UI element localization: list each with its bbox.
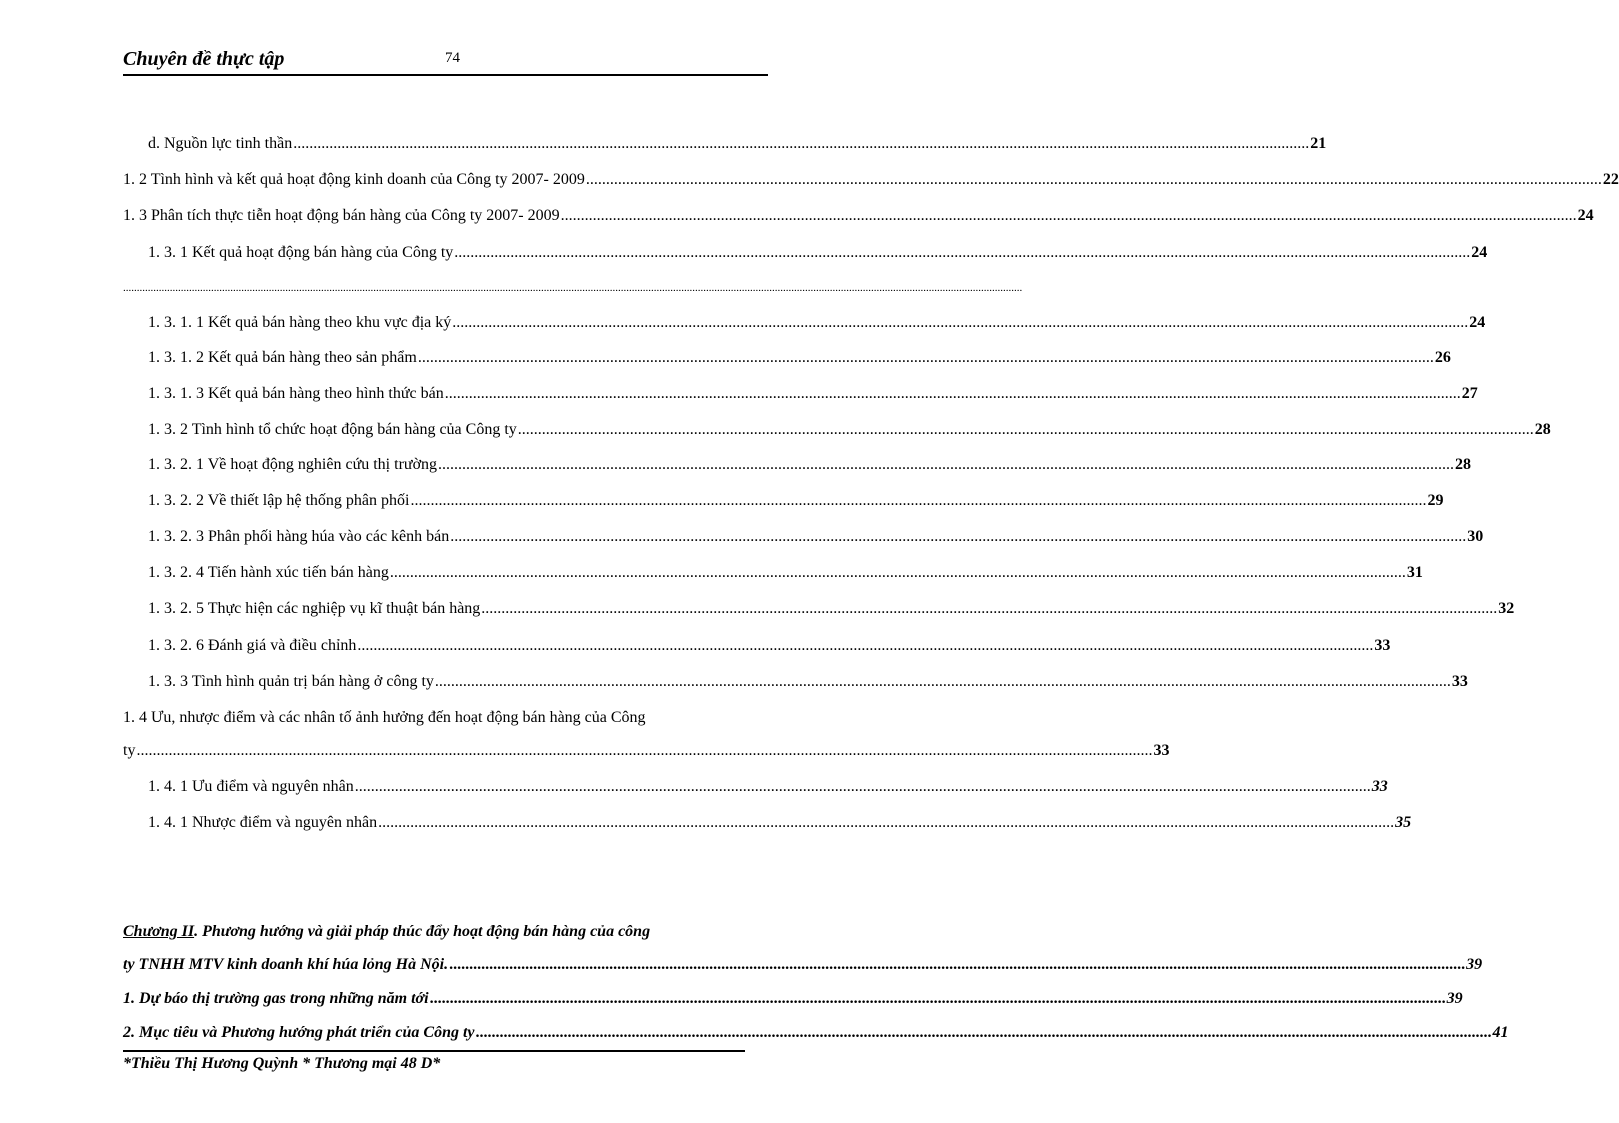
dotted-line: ....................................................................................................................................................................................................................................................................................................................................... bbox=[123, 282, 1023, 294]
header-title: Chuyên đề thực tập bbox=[123, 48, 285, 70]
toc-entry: 1. 4. 1 Ưu điểm và nguyên nhân ..... 33 bbox=[148, 774, 768, 800]
toc-entry: 1. 3. 2. 3 Phân phối hàng húa vào các kênh bán ..... 30 bbox=[148, 524, 768, 550]
toc-entry: 1. 4. 1 Nhược điểm và nguyên nhân ..... 35 bbox=[148, 810, 768, 836]
chapter-heading-line2: ty TNHH MTV kinh doanh khí húa lỏng Hà Nội. ..... 39 bbox=[123, 952, 768, 978]
toc-entry: 1. 3. 2 Tình hình tổ chức hoạt động bán hàng của Công ty ..... 28 bbox=[148, 417, 768, 443]
chapter-heading-line1 bbox=[123, 919, 768, 945]
toc-entry: 1. 3. 1 Kết quả hoạt động bán hàng của Công ty ..... 24 bbox=[148, 240, 768, 266]
footer-rule bbox=[123, 1050, 745, 1052]
footer-text: *Thiều Thị Hương Quỳnh * Thương mại 48 D* bbox=[123, 1055, 441, 1072]
toc-entry: ty ..... 33 bbox=[123, 738, 768, 764]
toc-entry: 1. 3. 3 Tình hình quản trị bán hàng ở công ty ..... 33 bbox=[148, 669, 768, 695]
chapter-item: 2. Mục tiêu và Phương hướng phát triển của Công ty ..... 41 bbox=[123, 1020, 768, 1046]
toc-entry: 1. 3. 2. 6 Đánh giá và điều chỉnh ..... 33 bbox=[148, 633, 768, 659]
toc-entry: 1. 3. 2. 4 Tiến hành xúc tiến bán hàng ..... 31 bbox=[148, 560, 768, 586]
toc-entry-line1: 1. 4 Ưu, nhược điểm và các nhân tố ảnh hưởng đến hoạt động bán hàng của Công bbox=[123, 709, 646, 726]
toc-entry: 1. 3. 1. 1 Kết quả bán hàng theo khu vực địa ký ..... 24 bbox=[148, 310, 768, 336]
toc-entry: 1. 3. 2. 5 Thực hiện các nghiệp vụ kĩ thuật bán hàng ..... 32 bbox=[148, 596, 768, 622]
toc-entry: d. Nguồn lực tinh thần ..... 21 bbox=[148, 131, 768, 157]
toc-entry: 1. 2 Tình hình và kết quả hoạt động kinh doanh của Công ty 2007- 2009 ..... 22 bbox=[123, 167, 768, 193]
page-number: 74 bbox=[445, 50, 460, 66]
chapter-item: 1. Dự báo thị trường gas trong những năm tới ..... 39 bbox=[123, 986, 768, 1012]
toc-entry: 1. 3. 1. 3 Kết quả bán hàng theo hình thức bán ..... 27 bbox=[148, 381, 768, 407]
chapter-title-line1: . Phương hướng và giải pháp thúc đẩy hoạt động bán hàng của công bbox=[194, 923, 651, 940]
toc-entry: 1. 3. 2. 1 Về hoạt động nghiên cứu thị trường ..... 28 bbox=[148, 452, 768, 478]
toc-entry: 1. 3 Phân tích thực tiễn hoạt động bán hàng của Công ty 2007- 2009 ..... 24 bbox=[123, 203, 768, 229]
toc-entry: 1. 3. 1. 2 Kết quả bán hàng theo sản phẩm ..... 26 bbox=[148, 345, 768, 371]
chapter-label: Chương II bbox=[123, 923, 195, 940]
toc-entry: 1. 3. 2. 2 Về thiết lập hệ thống phân phối ..... 29 bbox=[148, 488, 768, 514]
page-header bbox=[123, 42, 768, 76]
